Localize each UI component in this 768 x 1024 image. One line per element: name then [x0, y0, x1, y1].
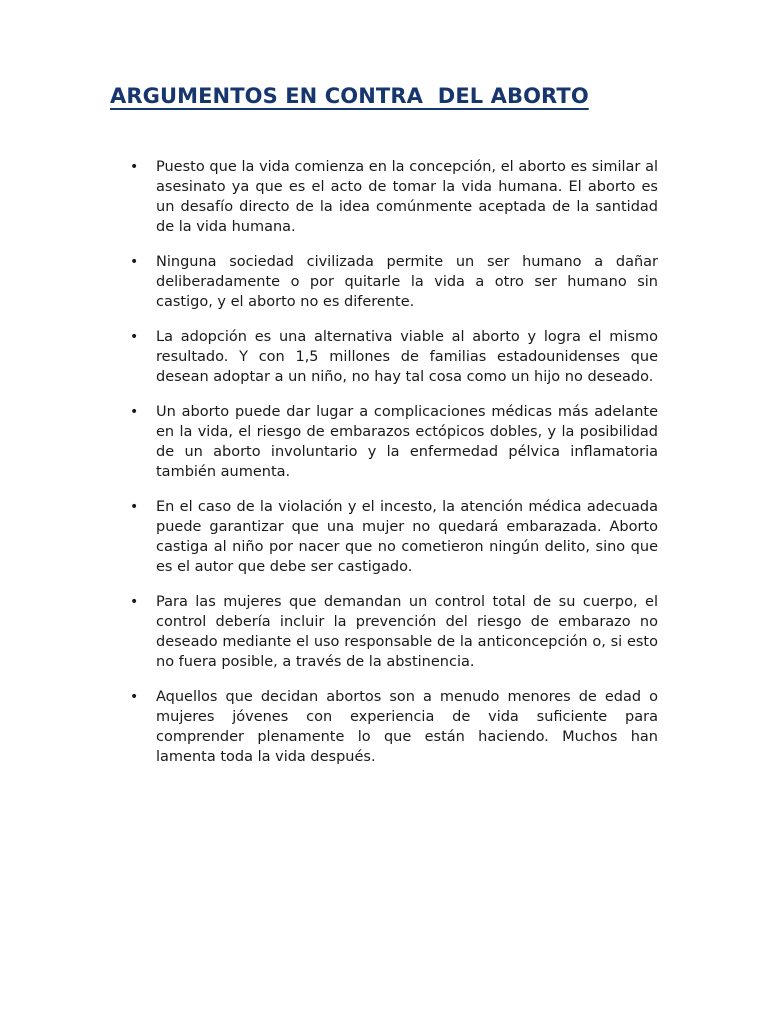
list-item-text: Un aborto puede dar lugar a complicaciones médicas más adelante en la vida, el riesgo de embarazos ectópicos dobles, y la posibilidad de un aborto involuntario y la enfermedad pélvica inflamatoria también aumenta. [156, 404, 658, 480]
list-item-text: La adopción es una alternativa viable al aborto y logra el mismo resultado. Y con 1,5 millones de familias estadounidenses que desean adoptar a un niño, no hay tal cosa como un hijo no deseado. [156, 329, 658, 385]
bullet-icon: • [130, 689, 139, 705]
bullet-icon: • [130, 329, 139, 345]
bullet-icon: • [130, 254, 139, 270]
list-item [130, 327, 658, 387]
bullet-icon: • [130, 404, 139, 420]
list-item-text: Ninguna sociedad civilizada permite un ser humano a dañar deliberadamente o por quitarle la vida a otro ser humano sin castigo, y el aborto no es diferente. [156, 254, 658, 310]
argument-list [130, 157, 658, 782]
list-item [130, 252, 658, 312]
list-item-text: Puesto que la vida comienza en la concepción, el aborto es similar al asesinato ya que es el acto de tomar la vida humana. El aborto es un desafío directo de la idea comúnmente aceptada de la santidad de la vida humana. [156, 159, 658, 235]
list-item [130, 157, 658, 237]
bullet-icon: • [130, 594, 139, 610]
list-item-text: En el caso de la violación y el incesto, la atención médica adecuada puede garantizar que una mujer no quedará embarazada. Aborto castiga al niño por nacer que no cometieron ningún delito, sino que es el autor que debe ser castigado. [156, 499, 658, 575]
document-title: ARGUMENTOS EN CONTRA DEL ABORTO [110, 84, 589, 108]
list-item [130, 497, 658, 577]
bullet-icon: • [130, 159, 139, 175]
list-item [130, 402, 658, 482]
list-item [130, 592, 658, 672]
list-item-text: Aquellos que decidan abortos son a menudo menores de edad o mujeres jóvenes con experiencia de vida suficiente para comprender plenamente lo que están haciendo. Muchos han lamenta toda la vida después. [156, 689, 658, 765]
bullet-icon: • [130, 499, 139, 515]
list-item [130, 687, 658, 767]
list-item-text: Para las mujeres que demandan un control total de su cuerpo, el control debería incluir la prevención del riesgo de embarazo no deseado mediante el uso responsable de la anticoncepción o, si esto no fuera posible, a través de la abstinencia. [156, 594, 658, 670]
